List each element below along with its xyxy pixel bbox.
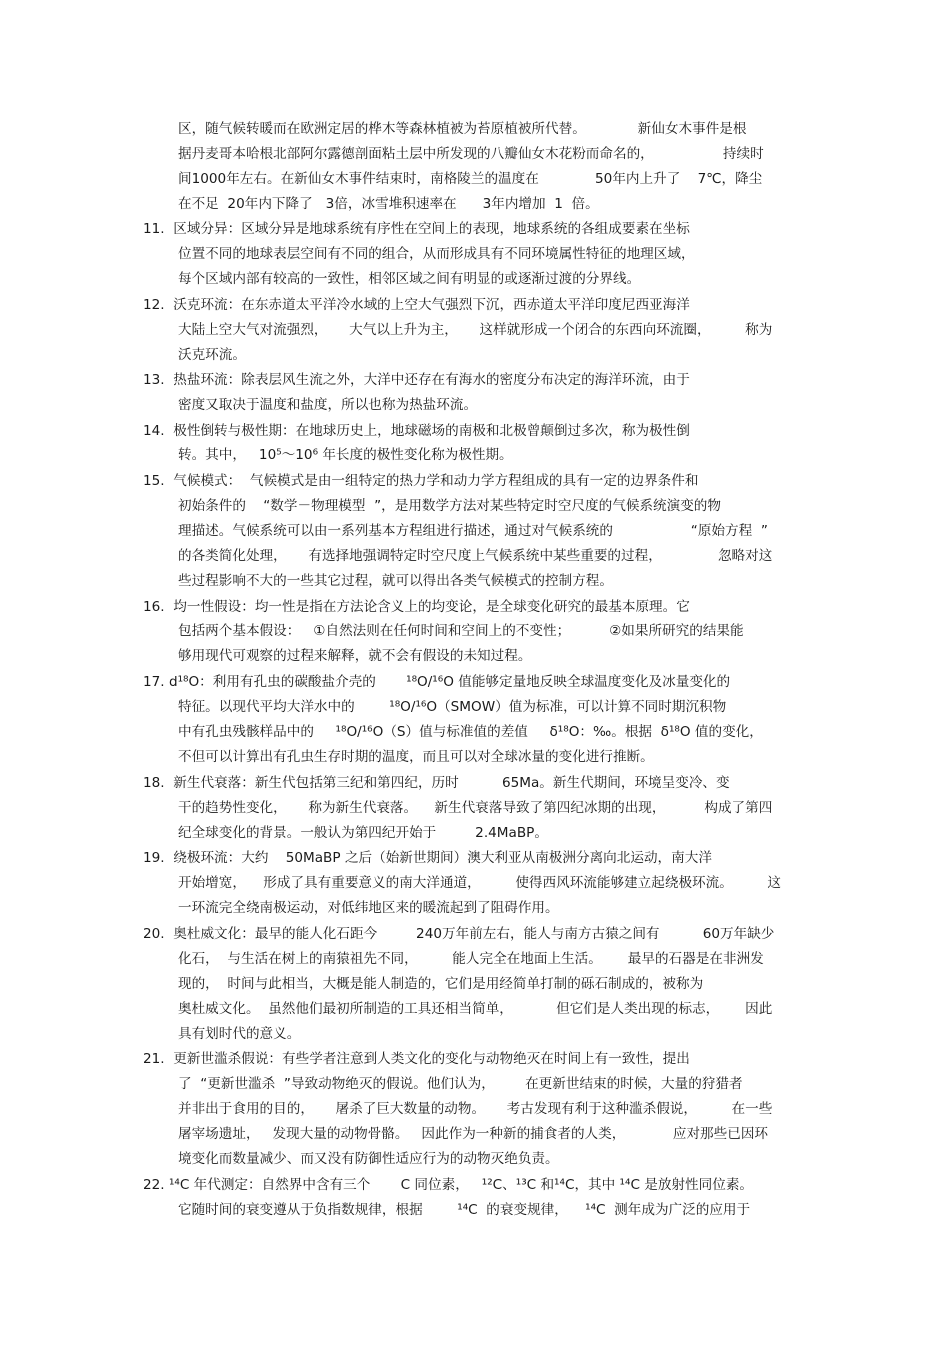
text-line: 不但可以计算出有孔虫生存时期的温度，而且可以对全球冰量的变化进行推断。 <box>178 749 654 765</box>
text-line: 位置不同的地球表层空间有不同的组合，从而形成具有不同环境属性特征的地理区域， <box>178 246 695 262</box>
text-line: 并非出于食用的目的， 屠杀了巨大数量的动物。 考古发现有利于这种滥杀假说， 在一些 <box>178 1101 773 1117</box>
item-19-heading: 19. 绕极环流：大约 50MaBP 之后（始新世期间）澳大利亚从南极洲分离向北运动，南大洋 <box>143 850 712 866</box>
text-line: 它随时间的衰变遵从于负指数规律，根据 ¹⁴C 的衰变规律， ¹⁴C 测年成为广泛的应用于 <box>178 1202 751 1218</box>
text-line: 特征。以现代平均大洋水中的 ¹⁸O/¹⁶O（SMOW）值为标准，可以计算不同时期沉积物 <box>178 699 727 715</box>
text-line: 纪全球变化的背景。一般认为第四纪开始于 2.4MaBP。 <box>178 825 548 841</box>
text-line: 屠宰场遗址， 发现大量的动物骨骼。 因此作为一种新的捕食者的人类， 应对那些已因环 <box>178 1126 769 1142</box>
item-12-heading: 12. 沃克环流：在东赤道太平洋冷水域的上空大气强烈下沉，西赤道太平洋印度尼西亚海洋 <box>143 297 690 313</box>
item-15-heading: 15. 气候模式： 气候模式是由一组特定的热力学和动力学方程组成的具有一定的边界条件和 <box>143 473 699 489</box>
text-line: 区，随气候转暖而在欧洲定居的桦木等森林植被为苔原植被所代替。 新仙女木事件是根 <box>178 121 747 137</box>
text-line: 些过程影响不大的一些其它过程，就可以得出各类气候模式的控制方程。 <box>178 573 613 589</box>
text-line: 初始条件的 “数学－物理模型 ”，是用数学方法对某些特定时空尺度的气候系统演变的物 <box>178 498 721 514</box>
item-20-heading: 20. 奥杜威文化：最早的能人化石距今 240万年前左右，能人与南方古猿之间有 60万年缺少 <box>143 926 775 942</box>
text-line: 包括两个基本假设： ①自然法则在任何时间和空间上的不变性； ②如果所研究的结果能 <box>178 623 744 639</box>
item-17-heading: 17. d¹⁸O：利用有孔虫的碳酸盐介壳的 ¹⁸O/¹⁶O 值能够定量地反映全球温度变化及冰量变化的 <box>143 674 731 690</box>
text-line: 理描述。气候系统可以由一系列基本方程组进行描述，通过对气候系统的 “原始方程 ” <box>178 523 768 539</box>
item-18-heading: 18. 新生代衰落：新生代包括第三纪和第四纪，历时 65Ma。新生代期间，环境呈变冷、变 <box>143 775 730 791</box>
text-line: 开始增宽， 形成了具有重要意义的南大洋通道， 使得西风环流能够建立起绕极环流。 这 <box>178 875 781 891</box>
item-16-heading: 16. 均一性假设：均一性是指在方法论含义上的均变论，是全球变化研究的最基本原理。它 <box>143 599 690 615</box>
item-13-heading: 13. 热盐环流：除表层风生流之外，大洋中还存在有海水的密度分布决定的海洋环流，由于 <box>143 372 690 388</box>
item-14-heading: 14. 极性倒转与极性期：在地球历史上，地球磁场的南极和北极曾颠倒过多次，称为极性倒 <box>143 423 690 439</box>
text-line: 每个区域内部有较高的一致性，相邻区域之间有明显的或逐渐过渡的分界线。 <box>178 271 641 287</box>
item-21-heading: 21. 更新世滥杀假说：有些学者注意到人类文化的变化与动物绝灭在时间上有一致性，提出 <box>143 1051 690 1067</box>
text-line: 够用现代可观察的过程来解释，就不会有假设的未知过程。 <box>178 648 532 664</box>
text-line: 一环流完全绕南极运动，对低纬地区来的暖流起到了阻碍作用。 <box>178 900 559 916</box>
text-line: 现的， 时间与此相当，大概是能人制造的，它们是用经简单打制的砾石制成的，被称为 <box>178 976 704 992</box>
text-line: 间1000年左右。在新仙女木事件结束时，南格陵兰的温度在 50年内上升了 7℃，降尘 <box>178 171 763 187</box>
text-line: 的各类简化处理， 有选择地强调特定时空尺度上气候系统中某些重要的过程， 忽略对这 <box>178 548 773 564</box>
text-line: 奥杜威文化。 虽然他们最初所制造的工具还相当简单， 但它们是人类出现的标志， 因此 <box>178 1001 773 1017</box>
text-line: 具有划时代的意义。 <box>178 1026 301 1042</box>
text-line: 了 “更新世滥杀 ”导致动物绝灭的假说。他们认为， 在更新世结束的时候，大量的狩猎者 <box>178 1076 743 1092</box>
text-line: 化石， 与生活在树上的南猿祖先不同， 能人完全在地面上生活。 最早的石器是在非洲发 <box>178 951 764 967</box>
text-line: 中有孔虫残骸样品中的 ¹⁸O/¹⁶O（S）值与标准值的差值 δ¹⁸O：‰。根据 δ¹⁸O 值的变化， <box>178 724 763 740</box>
text-line: 在不足 20年内下降了 3倍，冰雪堆积速率在 3年内增加 1 倍。 <box>178 196 599 212</box>
text-line: 密度又取决于温度和盐度，所以也称为热盐环流。 <box>178 397 478 413</box>
text-line: 沃克环流。 <box>178 347 246 363</box>
text-line: 干的趋势性变化， 称为新生代衰落。 新生代衰落导致了第四纪冰期的出现， 构成了第四 <box>178 800 773 816</box>
text-line: 大陆上空大气对流强烈， 大气以上升为主， 这样就形成一个闭合的东西向环流圈， 称为 <box>178 322 773 338</box>
text-line: 境变化而数量减少、而又没有防御性适应行为的动物灭绝负责。 <box>178 1151 559 1167</box>
item-22-heading: 22. ¹⁴C 年代测定：自然界中含有三个 C 同位素， ¹²C、¹³C 和¹⁴C，其中 ¹⁴C 是放射性同位素。 <box>143 1177 754 1193</box>
item-11-heading: 11. 区域分异：区域分异是地球系统有序性在空间上的表现，地球系统的各组成要素在坐标 <box>143 221 690 237</box>
text-line: 据丹麦哥本哈根北部阿尔露德剖面粘土层中所发现的八瓣仙女木花粉而命名的， 持续时 <box>178 146 764 162</box>
text-line: 转。其中， 10⁵～10⁶ 年长度的极性变化称为极性期。 <box>178 447 513 463</box>
